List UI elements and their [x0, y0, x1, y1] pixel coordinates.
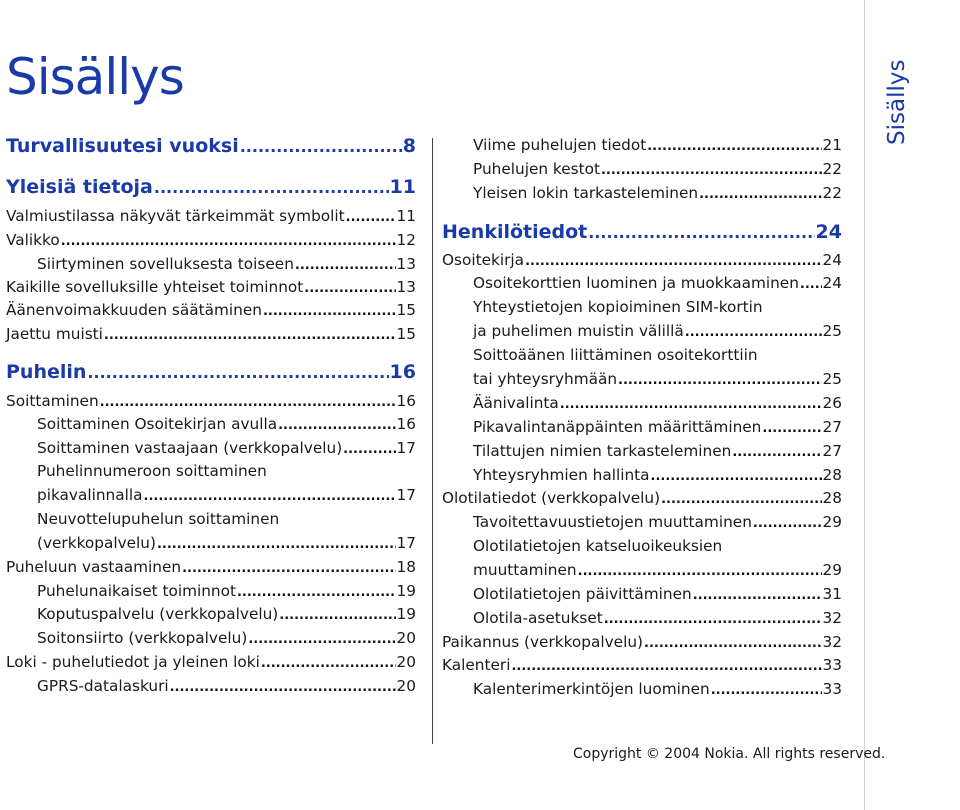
toc-entry-label: Kalenterimerkintöjen luominen	[473, 680, 710, 698]
toc-page-number: 32	[822, 633, 842, 651]
toc-entry[interactable]	[6, 392, 416, 410]
toc-page-number: 27	[822, 442, 842, 460]
toc-leader-dots	[693, 588, 822, 603]
toc-leader-dots	[588, 223, 814, 242]
toc-leader-dots	[711, 683, 822, 698]
toc-entry-label: Yleisiä tietoja	[6, 176, 153, 198]
toc-entry-label: Valikko	[6, 231, 60, 249]
toc-chapter-entry[interactable]	[442, 221, 842, 243]
toc-page-number: 11	[389, 176, 416, 198]
toc-entry[interactable]	[442, 136, 842, 154]
toc-chapter-entry[interactable]	[6, 361, 416, 383]
toc-entry[interactable]	[442, 585, 842, 603]
toc-line-text: Olotilatietojen katseluoikeuksien	[473, 537, 723, 555]
toc-entry[interactable]	[442, 394, 842, 412]
toc-leader-dots	[511, 659, 821, 674]
toc-page-number: 25	[822, 370, 842, 388]
toc-page-number: 32	[822, 609, 842, 627]
toc-entry[interactable]	[6, 255, 416, 273]
toc-entry[interactable]	[442, 418, 842, 436]
toc-leader-dots	[182, 561, 395, 576]
toc-entry-label: GPRS-datalaskuri	[37, 677, 169, 695]
toc-page-number: 17	[396, 486, 416, 504]
toc-page-number: 28	[822, 466, 842, 484]
toc-page-number: 33	[822, 656, 842, 674]
toc-page-number: 29	[822, 561, 842, 579]
toc-entry-label: Yleisen lokin tarkasteleminen	[473, 184, 699, 202]
toc-leader-dots	[346, 210, 396, 225]
toc-entry[interactable]	[6, 325, 416, 343]
toc-leader-dots	[661, 492, 821, 507]
toc-chapter-entry[interactable]	[6, 135, 416, 157]
toc-entry[interactable]	[442, 322, 842, 340]
toc-leader-dots	[685, 325, 822, 340]
toc-leader-dots	[578, 564, 822, 579]
toc-line-text: Yhteystietojen kopioiminen SIM-kortin	[473, 298, 763, 316]
toc-entry-label: Äänenvoimakkuuden säätäminen	[6, 301, 262, 319]
toc-page-number: 27	[822, 418, 842, 436]
toc-entry[interactable]	[6, 301, 416, 319]
toc-page-number: 19	[396, 582, 416, 600]
toc-entry[interactable]	[6, 415, 416, 433]
toc-page-number: 16	[389, 361, 416, 383]
toc-page-number: 18	[396, 558, 416, 576]
toc-leader-dots	[601, 163, 822, 178]
toc-entry[interactable]	[442, 513, 842, 531]
toc-entry[interactable]	[442, 370, 842, 388]
toc-leader-dots	[104, 328, 396, 343]
toc-leader-dots	[263, 304, 396, 319]
toc-page-number: 20	[396, 677, 416, 695]
side-label: Sisällys	[884, 59, 910, 145]
toc-leader-dots	[647, 139, 821, 154]
toc-entry-label: Siirtyminen sovelluksesta toiseen	[37, 255, 294, 273]
toc-entry[interactable]	[6, 534, 416, 552]
toc-entry-label: Soittaminen	[6, 392, 99, 410]
toc-entry[interactable]	[6, 605, 416, 623]
toc-page-number: 20	[396, 653, 416, 671]
toc-chapter-entry[interactable]	[6, 176, 416, 198]
toc-entry-label: Valmiustilassa näkyvät tärkeimmät symbolit	[6, 207, 345, 225]
toc-page-number: 24	[815, 221, 842, 243]
toc-entry[interactable]	[442, 442, 842, 460]
toc-page-number: 13	[396, 255, 416, 273]
toc-entry[interactable]	[6, 677, 416, 695]
toc-entry-label: Tilattujen nimien tarkasteleminen	[473, 442, 732, 460]
toc-entry-label: Soitonsiirto (verkkopalvelu)	[37, 629, 248, 647]
toc-entry-label: Olotilatiedot (verkkopalvelu)	[442, 489, 661, 507]
toc-entry[interactable]	[6, 629, 416, 647]
toc-entry-label: Äänivalinta	[473, 394, 559, 412]
toc-leader-dots	[100, 395, 396, 410]
toc-page-number: 16	[396, 415, 416, 433]
toc-leader-dots	[762, 421, 821, 436]
toc-entry[interactable]	[442, 680, 842, 698]
toc-page-number: 25	[822, 322, 842, 340]
toc-line-text: Puhelinnumeroon soittaminen	[37, 462, 267, 480]
toc-entry[interactable]	[6, 278, 416, 296]
toc-page-number: 22	[822, 184, 842, 202]
toc-entry-label: Puhelin	[6, 361, 87, 383]
toc-entry-label: Osoitekorttien luominen ja muokkaaminen	[473, 274, 799, 292]
toc-leader-dots	[248, 632, 395, 647]
toc-entry[interactable]	[442, 184, 842, 202]
toc-leader-dots	[651, 469, 822, 484]
toc-page-number: 28	[822, 489, 842, 507]
toc-leader-dots	[753, 516, 822, 531]
toc-page-number: 19	[396, 605, 416, 623]
toc-entry[interactable]	[6, 207, 416, 225]
copyright-notice: Copyright © 2004 Nokia. All rights reserved.	[573, 746, 886, 762]
toc-entry[interactable]	[442, 633, 842, 651]
toc-page-number: 12	[396, 231, 416, 249]
toc-page-number: 31	[822, 585, 842, 603]
toc-leader-dots	[154, 178, 389, 197]
toc-entry-label: Pikavalintanäppäinten määrittäminen	[473, 418, 762, 436]
toc-entry-label: Kalenteri	[442, 656, 511, 674]
toc-leader-dots	[237, 585, 396, 600]
toc-leader-dots	[343, 442, 395, 457]
toc-entry-label: ja puhelimen muistin välillä	[473, 322, 684, 340]
toc-line-text: Neuvottelupuhelun soittaminen	[37, 510, 280, 528]
toc-entry-label: Soittaminen vastaajaan (verkkopalvelu)	[37, 439, 343, 457]
toc-leader-dots	[87, 363, 388, 382]
toc-entry-label: Kaikille sovelluksille yhteiset toiminnot	[6, 278, 304, 296]
toc-page-number: 16	[396, 392, 416, 410]
toc-leader-dots	[295, 258, 396, 273]
toc-leader-dots	[144, 489, 396, 504]
toc-entry[interactable]	[442, 561, 842, 579]
toc-entry-label: Jaettu muisti	[6, 325, 103, 343]
toc-entry-label: Loki - puhelutiedot ja yleinen loki	[6, 653, 260, 671]
toc-page-number: 20	[396, 629, 416, 647]
toc-page-number: 29	[822, 513, 842, 531]
toc-entry-label: Puheluun vastaaminen	[6, 558, 182, 576]
toc-leader-dots	[240, 137, 402, 156]
toc-page-number: 15	[396, 301, 416, 319]
toc-entry-label: (verkkopalvelu)	[37, 534, 156, 552]
toc-leader-dots	[732, 445, 821, 460]
toc-page-number: 11	[396, 207, 416, 225]
toc-entry[interactable]	[6, 653, 416, 671]
toc-entry[interactable]	[442, 466, 842, 484]
column-divider	[432, 138, 433, 744]
toc-entry[interactable]	[6, 231, 416, 249]
toc-entry-label: Olotilatietojen päivittäminen	[473, 585, 692, 603]
toc-entry-label: Yhteysryhmien hallinta	[473, 466, 650, 484]
toc-entry[interactable]	[6, 439, 416, 457]
toc-entry-label: Henkilötiedot	[442, 221, 588, 243]
toc-leader-dots	[800, 277, 822, 292]
toc-leader-dots	[644, 636, 822, 651]
toc-leader-dots	[604, 612, 822, 627]
toc-page-number: 17	[396, 534, 416, 552]
toc-leader-dots	[699, 187, 821, 202]
toc-entry[interactable]	[6, 558, 416, 576]
toc-leader-dots	[279, 608, 395, 623]
toc-entry-label: Koputuspalvelu (verkkopalvelu)	[37, 605, 279, 623]
toc-entry[interactable]	[6, 582, 416, 600]
toc-entry-label: Paikannus (verkkopalvelu)	[442, 633, 644, 651]
toc-leader-dots	[560, 397, 822, 412]
page-title: Sisällys	[6, 48, 184, 106]
toc-entry-label: tai yhteysryhmään	[473, 370, 618, 388]
toc-page-number: 24	[822, 251, 842, 269]
toc-page-number: 26	[822, 394, 842, 412]
toc-entry-label: Puhelujen kestot	[473, 160, 600, 178]
toc-leader-dots	[170, 680, 396, 695]
toc-entry-label: Olotila-asetukset	[473, 609, 603, 627]
toc-leader-dots	[304, 281, 395, 296]
toc-leader-dots	[618, 373, 821, 388]
toc-entry[interactable]	[442, 489, 842, 507]
toc-page-number: 22	[822, 160, 842, 178]
toc-page-number: 8	[402, 135, 416, 157]
toc-entry-label: muuttaminen	[473, 561, 577, 579]
toc-entry[interactable]	[442, 160, 842, 178]
toc-entry[interactable]	[442, 609, 842, 627]
toc-leader-dots	[525, 254, 821, 269]
toc-page-number: 33	[822, 680, 842, 698]
side-tab-rule	[864, 0, 865, 810]
toc-page-number: 15	[396, 325, 416, 343]
toc-entry-label: pikavalinnalla	[37, 486, 143, 504]
toc-page-number: 17	[396, 439, 416, 457]
toc-entry-label: Tavoitettavuustietojen muuttaminen	[473, 513, 752, 531]
toc-entry[interactable]	[442, 251, 842, 269]
toc-entry-label: Soittaminen Osoitekirjan avulla	[37, 415, 278, 433]
toc-page-number: 13	[396, 278, 416, 296]
toc-entry-label: Osoitekirja	[442, 251, 525, 269]
toc-entry[interactable]	[442, 274, 842, 292]
toc-right-column	[442, 0, 842, 810]
toc-leader-dots	[278, 418, 395, 433]
toc-left-column	[6, 0, 416, 810]
toc-entry-label: Turvallisuutesi vuoksi	[6, 135, 239, 157]
toc-page-number: 21	[822, 136, 842, 154]
toc-entry-label: Puhelunaikaiset toiminnot	[37, 582, 236, 600]
toc-leader-dots	[261, 656, 396, 671]
toc-entry[interactable]	[442, 656, 842, 674]
toc-line-text: Soittoäänen liittäminen osoitekorttiin	[473, 346, 758, 364]
toc-entry-label: Viime puhelujen tiedot	[473, 136, 647, 154]
toc-page-number: 24	[822, 274, 842, 292]
toc-leader-dots	[157, 537, 396, 552]
toc-leader-dots	[61, 234, 396, 249]
toc-entry[interactable]	[6, 486, 416, 504]
